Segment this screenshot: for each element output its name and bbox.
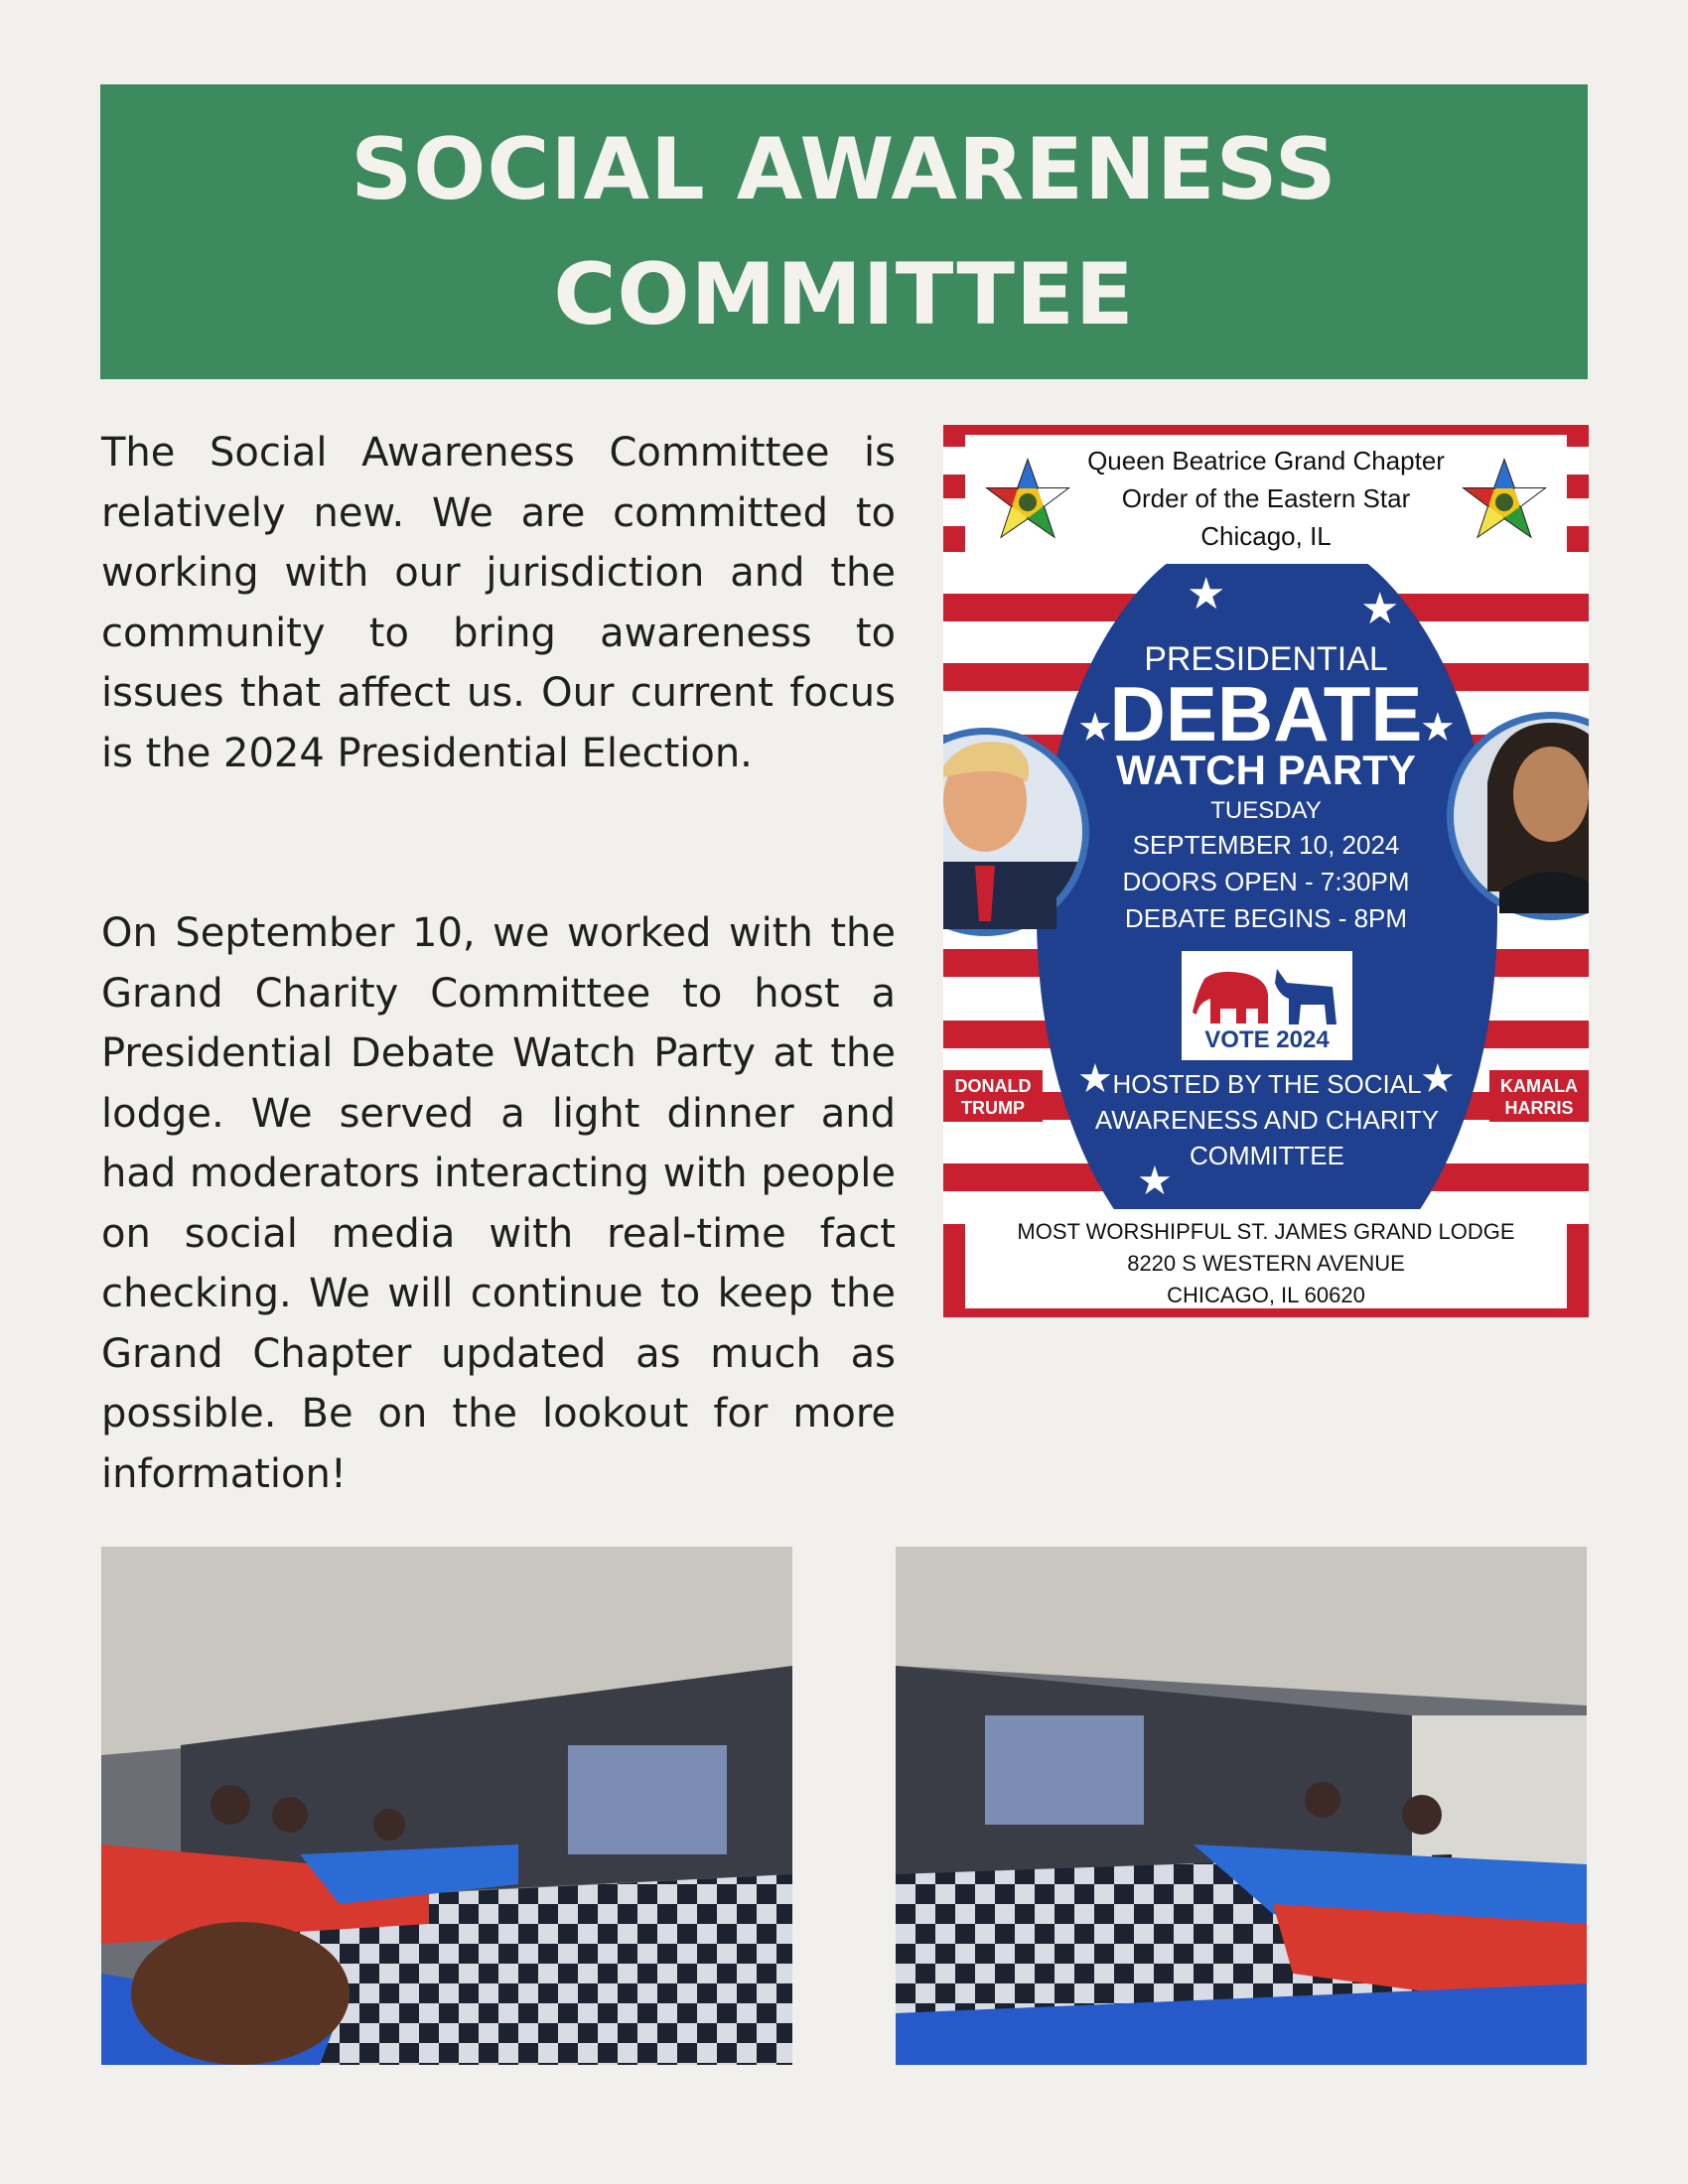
debate-flyer (943, 425, 1589, 1317)
star-icon: ★ (1077, 1056, 1113, 1102)
flyer-debate: DEBATE (1109, 670, 1423, 757)
star-icon: ★ (1077, 705, 1113, 751)
star-icon: ★ (1420, 705, 1456, 751)
flyer-hosted-line-2: AWARENESS AND CHARITY (1094, 1105, 1440, 1135)
left-candidate-name-line-1: DONALD (954, 1076, 1032, 1096)
flyer-debate-begins: DEBATE BEGINS - 8PM (1124, 903, 1408, 933)
right-candidate-name-line-1: KAMALA (1500, 1076, 1578, 1096)
flyer-artwork (943, 425, 1589, 1317)
page-title-line-2: COMMITTEE (553, 244, 1135, 344)
flyer-watch-party: WATCH PARTY (1116, 747, 1416, 793)
venue-line-2: 8220 S WESTERN AVENUE (1127, 1251, 1405, 1276)
venue-line-1: MOST WORSHIPFUL ST. JAMES GRAND LODGE (1017, 1219, 1515, 1244)
flyer-org-line-3: Chicago, IL (1200, 521, 1332, 551)
right-candidate-name-line-2: HARRIS (1504, 1098, 1574, 1118)
venue-line-3: CHICAGO, IL 60620 (1167, 1283, 1365, 1307)
flyer-presidential: PRESIDENTIAL (1144, 640, 1388, 678)
flyer-org-line-1: Queen Beatrice Grand Chapter (1087, 446, 1445, 476)
projection-screen (985, 1715, 1144, 1825)
projection-screen (568, 1745, 727, 1854)
star-icon: ★ (1420, 1056, 1456, 1102)
page-title-line-1: SOCIAL AWARENESS (351, 119, 1337, 219)
event-photo-right (896, 1547, 1587, 2065)
star-icon: ★ (1360, 584, 1400, 634)
flyer-day: TUESDAY (1210, 797, 1322, 824)
vote-label: VOTE 2024 (1204, 1026, 1330, 1053)
article-paragraph-1: The Social Awareness Committee is relatively new. We are committed to working with our jurisdiction and the community to bring awareness to issues that affect us. Our current focus is the 2024 Presidential Election. (101, 430, 896, 776)
event-photo-left (101, 1547, 792, 2065)
star-icon: ★ (1137, 1159, 1173, 1204)
article-paragraph-2: On September 10, we worked with the Grand Charity Committee to host a Presidential Debate Watch Party at the lodge. We served a light dinner and had moderators interacting with people on social media with real-time fact checking. We will continue to keep the Grand Chapter updated as much as possible. Be on the lookout for more information! (101, 910, 896, 1497)
title-banner (100, 84, 1588, 379)
flyer-hosted-line-3: COMMITTEE (1190, 1141, 1344, 1170)
flyer-doors-open: DOORS OPEN - 7:30PM (1122, 867, 1410, 896)
left-candidate-name-line-2: TRUMP (961, 1098, 1025, 1118)
flyer-date: SEPTEMBER 10, 2024 (1132, 830, 1400, 860)
star-icon: ★ (1187, 569, 1226, 619)
flyer-hosted-line-1: HOSTED BY THE SOCIAL (1112, 1069, 1422, 1099)
flyer-org-line-2: Order of the Eastern Star (1121, 483, 1411, 513)
